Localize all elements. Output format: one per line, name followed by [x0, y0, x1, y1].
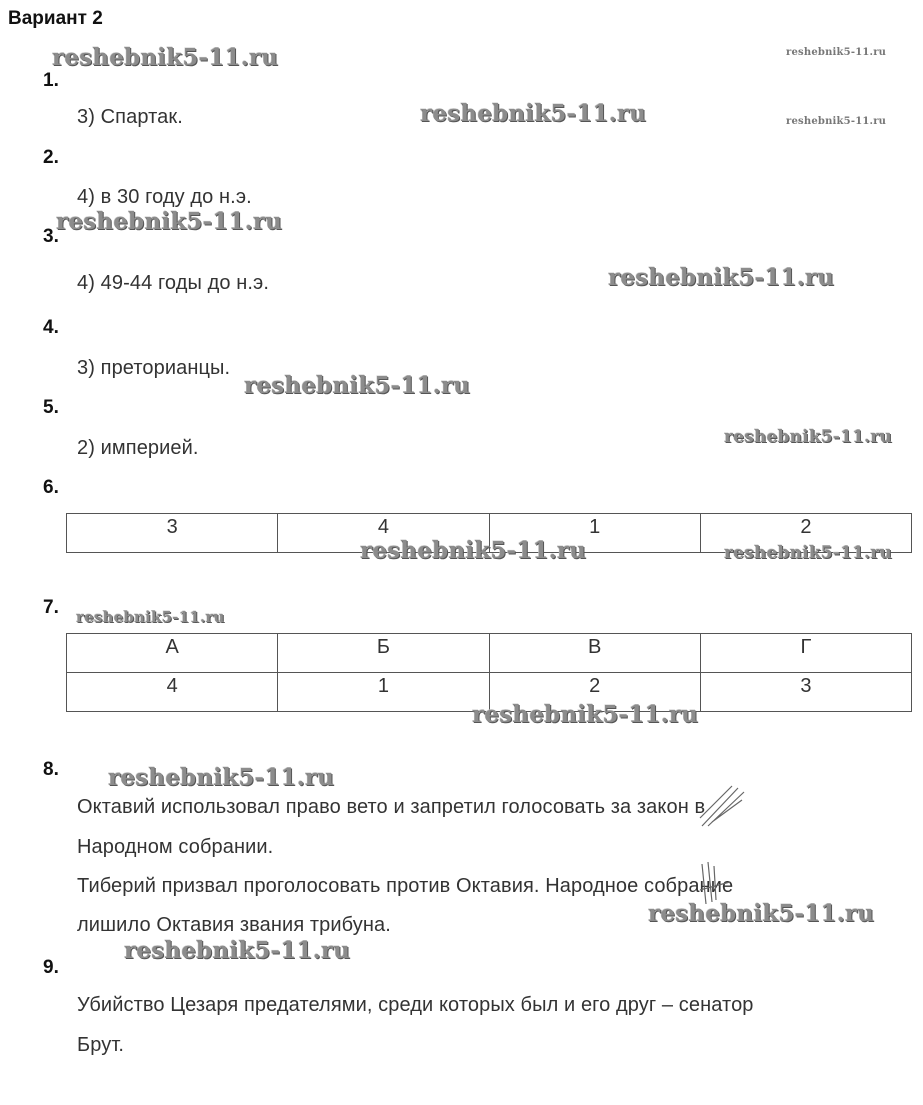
- question-8-line-3: Тиберий призвал проголосовать против Октавия. Народное собрание: [77, 875, 734, 897]
- page-title: Вариант 2: [8, 8, 103, 29]
- question-8-number: 8.: [43, 759, 59, 780]
- question-2-answer: 4) в 30 году до н.э.: [77, 186, 252, 208]
- watermark: reshebnik5-11.ru: [608, 264, 835, 291]
- table-cell: 4: [67, 673, 278, 712]
- table-header-cell: Г: [700, 634, 911, 673]
- question-3-number: 3.: [43, 226, 59, 247]
- question-8-line-1: Октавий использовал право вето и запретил голосовать за закон в: [77, 796, 706, 818]
- watermark: reshebnik5-11.ru: [244, 372, 471, 399]
- table-cell: 3: [67, 514, 278, 553]
- watermark: reshebnik5-11.ru: [724, 543, 892, 563]
- table-cell: 1: [489, 514, 700, 553]
- question-3-answer: 4) 49-44 годы до н.э.: [77, 272, 270, 294]
- watermark: reshebnik5-11.ru: [52, 44, 279, 71]
- question-5-answer: 2) империей.: [77, 437, 199, 459]
- watermark: reshebnik5-11.ru: [786, 47, 887, 58]
- question-6-number: 6.: [43, 477, 59, 498]
- question-4-answer: 3) преторианцы.: [77, 357, 231, 379]
- question-9-line-2: Брут.: [77, 1034, 125, 1056]
- table-cell: 2: [489, 673, 700, 712]
- table-cell: 2: [700, 514, 911, 553]
- watermark: reshebnik5-11.ru: [76, 608, 225, 626]
- table-cell: 4: [278, 514, 489, 553]
- watermark: reshebnik5-11.ru: [108, 764, 335, 791]
- table-header-cell: Б: [278, 634, 489, 673]
- watermark: reshebnik5-11.ru: [360, 537, 587, 564]
- question-9-number: 9.: [43, 957, 59, 978]
- question-1-answer: 3) Спартак.: [77, 106, 183, 128]
- question-1-number: 1.: [43, 70, 59, 91]
- question-8-line-2: Народном собрании.: [77, 836, 274, 858]
- table-header-cell: В: [489, 634, 700, 673]
- table-cell: 3: [700, 673, 911, 712]
- table-header-row: [67, 634, 912, 673]
- question-9-line-1: Убийство Цезаря предателями, среди которых был и его друг – сенатор: [77, 994, 754, 1016]
- watermark: reshebnik5-11.ru: [786, 116, 887, 127]
- table-cell: 1: [278, 673, 489, 712]
- question-7-number: 7.: [43, 597, 59, 618]
- question-8-line-4: лишило Октавия звания трибуна.: [77, 914, 391, 936]
- question-5-number: 5.: [43, 397, 59, 418]
- question-4-number: 4.: [43, 317, 59, 338]
- watermark: reshebnik5-11.ru: [124, 937, 351, 964]
- scribble-mark-icon: [698, 782, 748, 830]
- watermark: reshebnik5-11.ru: [724, 427, 892, 447]
- question-2-number: 2.: [43, 147, 59, 168]
- watermark: reshebnik5-11.ru: [472, 701, 699, 728]
- watermark: reshebnik5-11.ru: [420, 100, 647, 127]
- watermark: reshebnik5-11.ru: [648, 900, 875, 927]
- watermark: reshebnik5-11.ru: [56, 208, 283, 235]
- table-header-cell: А: [67, 634, 278, 673]
